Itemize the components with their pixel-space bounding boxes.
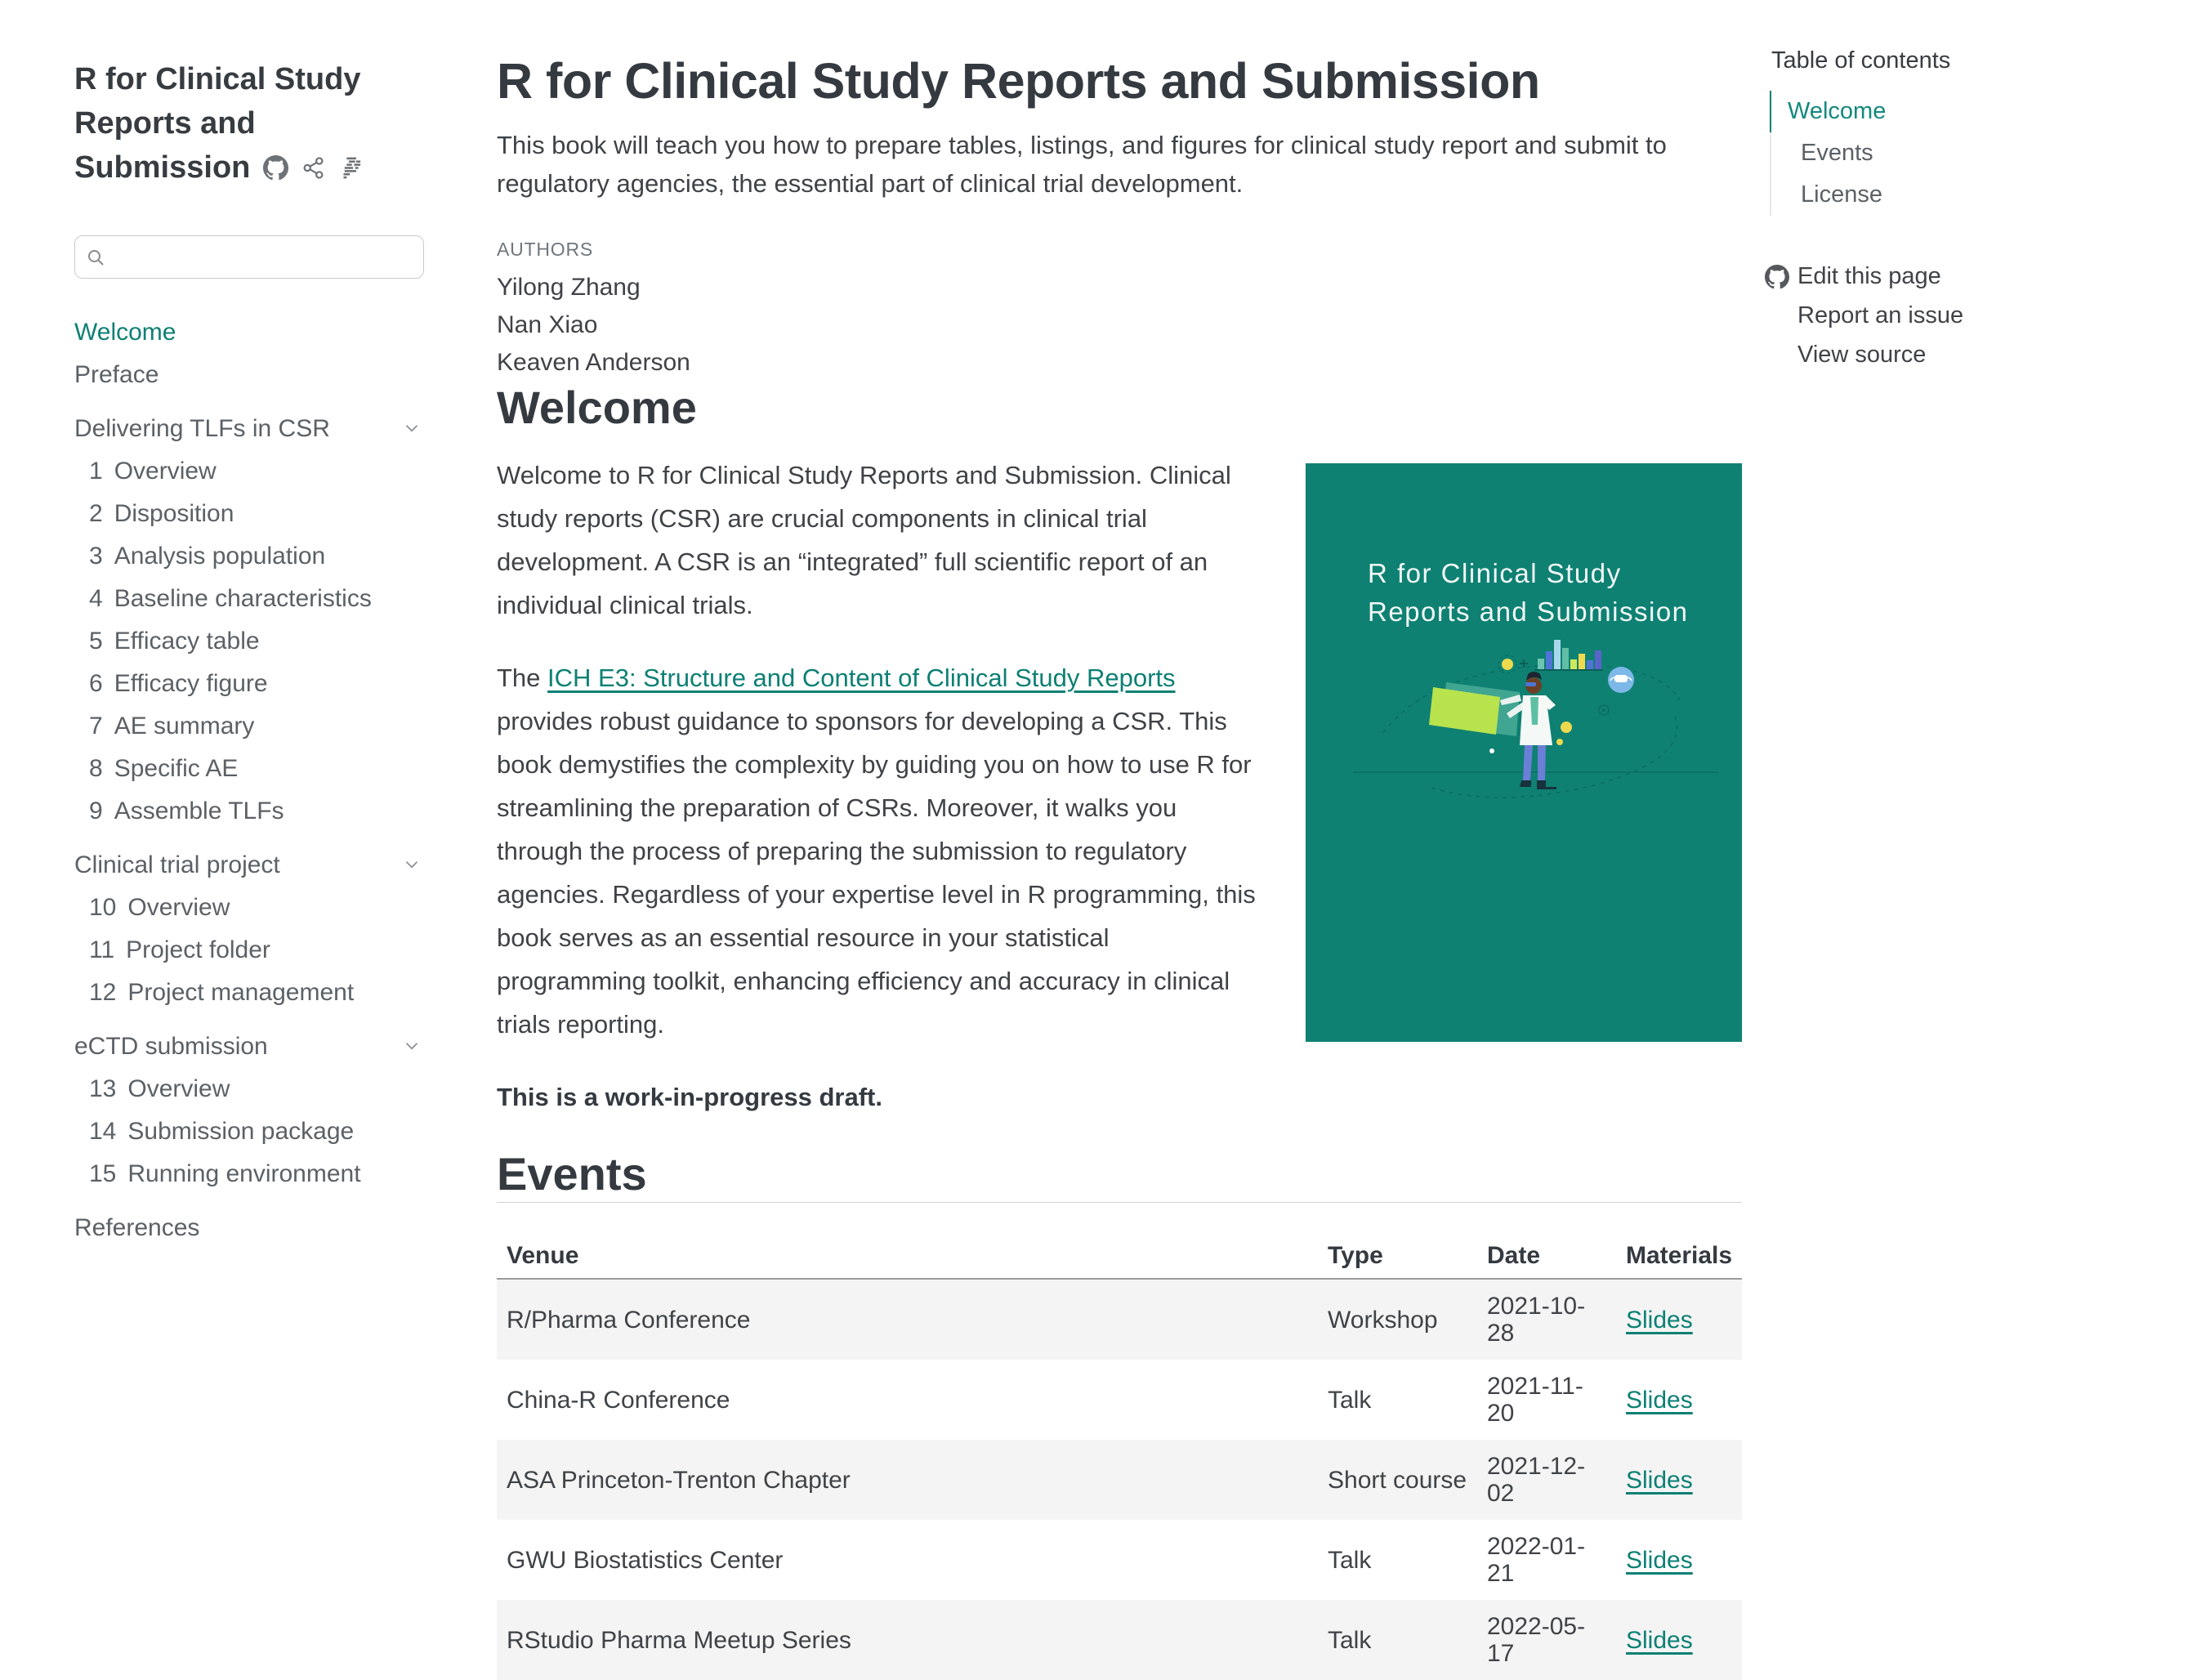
table-row	[497, 1600, 1742, 1680]
date-cell: 2022-05-17	[1487, 1613, 1586, 1667]
sidebar-item-ch13[interactable]: 13 Overview	[89, 1075, 230, 1102]
table-row	[497, 1360, 1742, 1440]
type-cell: Talk	[1328, 1626, 1372, 1654]
toc-title: Table of contents	[1771, 47, 1951, 74]
author-name: Nan Xiao	[497, 311, 598, 338]
book-cover-image	[1306, 463, 1742, 1042]
type-cell: Short course	[1328, 1466, 1467, 1494]
code-lines-icon[interactable]	[338, 155, 364, 181]
sidebar-nav	[74, 319, 431, 1240]
type-cell: Talk	[1328, 1386, 1372, 1414]
sidebar-item-ch2[interactable]: 2 Disposition	[89, 500, 234, 527]
sidebar-item-ch9[interactable]: 9 Assemble TLFs	[89, 798, 284, 824]
col-header-type: Type	[1318, 1203, 1477, 1280]
sidebar-item-references[interactable]: References	[74, 1214, 200, 1241]
cover-title-line2: Reports and Submission	[1368, 596, 1689, 627]
chevron-down-icon[interactable]	[401, 1035, 422, 1061]
sidebar-item-ch4[interactable]: 4 Baseline characteristics	[89, 585, 372, 612]
venue-cell: ASA Princeton-Trenton Chapter	[507, 1466, 851, 1494]
sidebar-item-ch10[interactable]: 10 Overview	[89, 894, 230, 921]
author-name: Yilong Zhang	[497, 274, 641, 301]
venue-cell: RStudio Pharma Meetup Series	[507, 1626, 851, 1654]
date-cell: 2021-12-02	[1487, 1453, 1586, 1507]
events-table-header-row	[497, 1203, 1742, 1280]
toc-item-license[interactable]: License	[1770, 174, 2154, 216]
toc-list	[1770, 91, 2154, 216]
chevron-down-icon[interactable]	[401, 854, 422, 880]
sidebar-item-ch15[interactable]: 15 Running environment	[89, 1160, 361, 1187]
sidebar-item-ch8[interactable]: 8 Specific AE	[89, 755, 239, 782]
welcome-section	[497, 454, 1742, 1119]
sidebar-item-ch12[interactable]: 12 Project management	[89, 979, 355, 1006]
page-title: R for Clinical Study Reports and Submission	[497, 53, 1540, 109]
cover-title-line1: R for Clinical Study	[1368, 558, 1622, 588]
authors-block	[497, 239, 1742, 382]
table-of-contents	[1770, 47, 2154, 381]
author-name: Keaven Anderson	[497, 349, 690, 376]
book-title-line: Submission	[74, 150, 251, 185]
toc-item-welcome[interactable]: Welcome	[1770, 91, 2154, 132]
authors-label: AUTHORS	[497, 239, 594, 260]
view-source-link[interactable]: View source	[1797, 342, 1927, 368]
draft-note: This is a work-in-progress draft.	[497, 1083, 882, 1111]
search-input[interactable]	[114, 244, 413, 270]
github-icon[interactable]	[263, 155, 288, 181]
events-table	[497, 1202, 1742, 1680]
welcome-heading: Welcome	[497, 382, 697, 433]
slides-link[interactable]: Slides	[1626, 1386, 1693, 1414]
toc-actions	[1765, 263, 2154, 369]
welcome-paragraph-2: The ICH E3: Structure and Content of Clinical Study Reports provides robust guidance to sponsors for developing a CSR. This book demystifies the complexity by guiding you on how to use R for streamlining the preparation of CSRs. Moreover, it walks you through the process of preparing the submission to regulatory agencies. Regardless of your expertise level in R programming, this book serves as an essential resource in your statistical programming toolkit, enhancing efficiency and accuracy in clinical trials reporting.	[497, 664, 1256, 1039]
sidebar-item-ch3[interactable]: 3 Analysis population	[89, 543, 326, 570]
slides-link[interactable]: Slides	[1626, 1466, 1693, 1494]
sidebar-item-ch7[interactable]: 7 AE summary	[89, 713, 255, 739]
sidebar-item-ch11[interactable]: 11 Project folder	[89, 936, 270, 963]
sidebar-item-ch6[interactable]: 6 Efficacy figure	[89, 670, 268, 697]
edit-this-page-link[interactable]: Edit this page	[1765, 263, 2154, 290]
sidebar-item-ch1[interactable]: 1 Overview	[89, 458, 217, 485]
sidebar-item-welcome[interactable]: Welcome	[74, 319, 176, 346]
col-header-date: Date	[1477, 1203, 1616, 1280]
sidebar-section-ectd-submission[interactable]: eCTD submission	[74, 1034, 427, 1059]
report-an-issue-link[interactable]: Report an issue	[1797, 302, 1964, 328]
date-cell: 2021-11-20	[1487, 1373, 1583, 1427]
search-icon	[86, 248, 105, 267]
book-title-line: R for Clinical Study	[74, 62, 361, 96]
cover-mask-badge	[1608, 667, 1634, 693]
date-cell: 2022-01-21	[1487, 1533, 1586, 1587]
table-row	[497, 1279, 1742, 1360]
github-icon	[1765, 265, 1789, 296]
main-content	[497, 52, 1742, 1680]
date-cell: 2021-10-28	[1487, 1293, 1586, 1347]
share-icon[interactable]	[301, 156, 325, 180]
table-row	[497, 1440, 1742, 1520]
chevron-down-icon[interactable]	[401, 418, 422, 444]
type-cell: Workshop	[1328, 1306, 1438, 1334]
sidebar-section-clinical-trial-project[interactable]: Clinical trial project	[74, 852, 427, 878]
toc-item-events[interactable]: Events	[1770, 132, 2154, 174]
sidebar-book-title	[74, 57, 401, 190]
sidebar-item-ch5[interactable]: 5 Efficacy table	[89, 628, 260, 655]
sidebar-item-preface[interactable]: Preface	[74, 361, 159, 388]
page-description: This book will teach you how to prepare tables, listings, and figures for clinical study report and submit to regulatory agencies, the essential part of clinical trial development.	[497, 131, 1667, 198]
book-title-line: Reports and	[74, 106, 256, 141]
events-heading: Events	[497, 1148, 647, 1200]
venue-cell: GWU Biostatistics Center	[507, 1546, 784, 1574]
slides-link[interactable]: Slides	[1626, 1306, 1693, 1334]
sidebar-section-delivering-tlfs[interactable]: Delivering TLFs in CSR	[74, 416, 427, 441]
sidebar	[74, 57, 431, 1258]
welcome-paragraph-1: Welcome to R for Clinical Study Reports and Submission. Clinical study reports (CSR) are crucial components in clinical trial development. A CSR is an “integrated” full scientific report of an individual clinical trials.	[497, 461, 1231, 619]
slides-link[interactable]: Slides	[1626, 1626, 1693, 1654]
search-box[interactable]	[74, 235, 424, 279]
slides-link[interactable]: Slides	[1626, 1546, 1693, 1574]
venue-cell: China-R Conference	[507, 1386, 730, 1414]
col-header-venue: Venue	[497, 1203, 1318, 1280]
venue-cell: R/Pharma Conference	[507, 1306, 751, 1334]
table-row	[497, 1520, 1742, 1600]
col-header-materials: Materials	[1616, 1203, 1742, 1280]
ich-e3-link[interactable]: ICH E3: Structure and Content of Clinical Study Reports	[547, 664, 1176, 692]
sidebar-item-ch14[interactable]: 14 Submission package	[89, 1118, 355, 1145]
type-cell: Talk	[1328, 1546, 1372, 1574]
